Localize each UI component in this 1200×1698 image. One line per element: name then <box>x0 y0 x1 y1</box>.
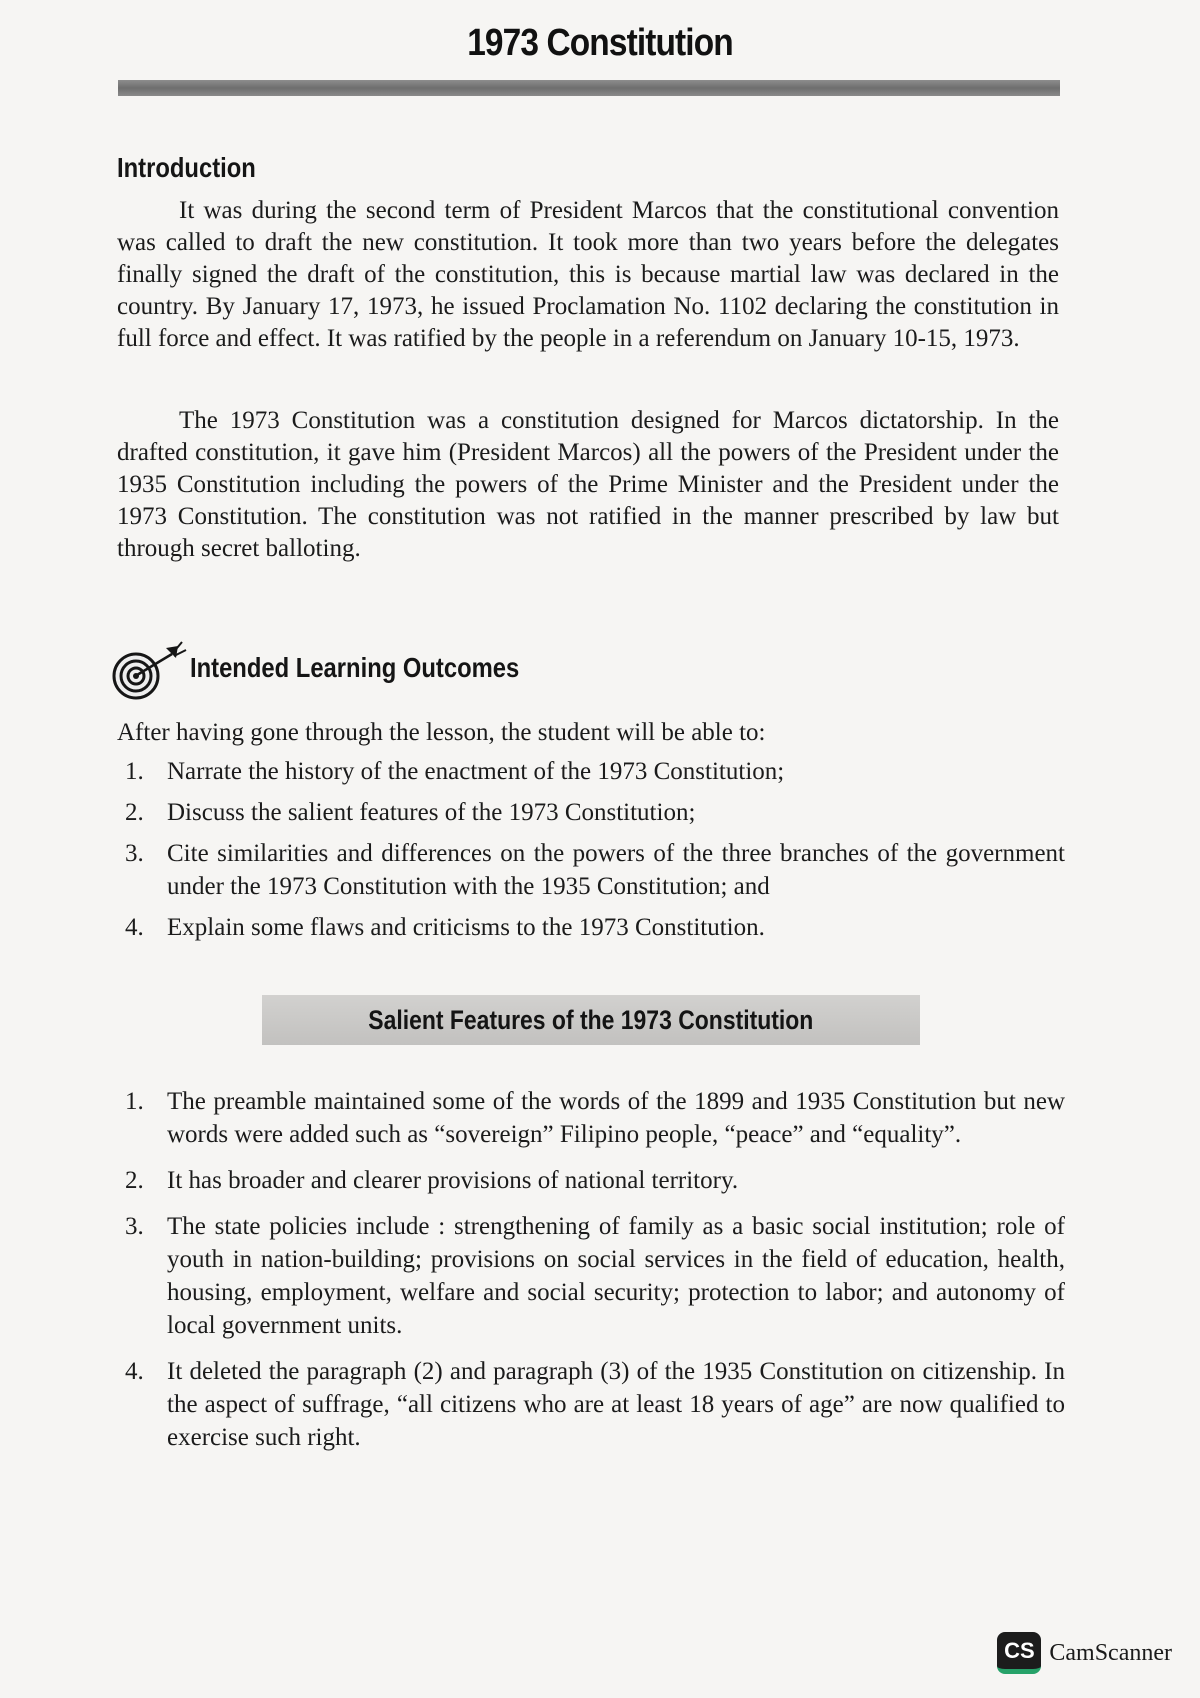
list-item <box>117 1355 1065 1454</box>
list-item <box>117 1164 1065 1197</box>
list-item-text: Discuss the salient features of the 1973 Constitution; <box>167 799 696 826</box>
list-item-text: It deleted the paragraph (2) and paragraph (3) of the 1935 Constitution on citizenship. In the aspect of suffrage, “all citizens who are at least 18 years of age” are now qualified to exercise such right. <box>167 1358 1065 1451</box>
introduction-paragraph-1-text: It was during the second term of President Marcos that the constitutional convention was called to draft the new constitution. It took more than two years before the delegates finally signed the draft of the constitution, this is because martial law was declared in the country. By January 17, 1973, he issued Proclamation No. 1102 declaring the constitution in full force and effect. It was ratified by the people in a referendum on January 10-15, 1973. <box>117 197 1059 352</box>
list-item <box>117 1210 1065 1342</box>
camscanner-label: CamScanner <box>1049 1639 1172 1666</box>
list-item-number: 4. <box>125 914 144 941</box>
list-item-number: 2. <box>125 799 144 826</box>
camscanner-logo: CS <box>997 1632 1041 1674</box>
title-divider-bar <box>118 80 1060 96</box>
list-item-text: Explain some flaws and criticisms to the 1973 Constitution. <box>167 914 765 941</box>
list-item <box>117 911 1065 944</box>
list-item-number: 3. <box>125 840 144 867</box>
introduction-heading: Introduction <box>117 152 256 183</box>
list-item <box>117 837 1065 903</box>
outcomes-list <box>117 755 1065 952</box>
salient-features-banner <box>262 995 920 1045</box>
list-item-text: The preamble maintained some of the words of the 1899 and 1935 Constitution but new words were added such as “sovereign” Filipino people, “peace” and “equality”. <box>167 1088 1065 1148</box>
introduction-paragraph-2 <box>117 405 1059 565</box>
introduction-paragraph-2-text: The 1973 Constitution was a constitution designed for Marcos dictatorship. In the drafted constitution, it gave him (President Marcos) all the powers of the President under the 1935 Constitution including the powers of the Prime Minister and the President under the 1973 Constitution. The constitution was not ratified in the manner prescribed by law but through secret balloting. <box>117 407 1059 562</box>
outcomes-lead: After having gone through the lesson, the student will be able to: <box>117 719 766 746</box>
list-item-number: 2. <box>125 1167 144 1194</box>
introduction-paragraph-1 <box>117 195 1059 355</box>
list-item-number: 3. <box>125 1213 144 1240</box>
salient-features-list <box>117 1085 1065 1467</box>
salient-features-heading: Salient Features of the 1973 Constitution <box>368 1004 814 1035</box>
list-item-text: Narrate the history of the enactment of the 1973 Constitution; <box>167 758 785 785</box>
list-item-text: Cite similarities and differences on the powers of the three branches of the government under the 1973 Constitution with the 1935 Constitution; and <box>167 840 1065 900</box>
list-item-number: 1. <box>125 1088 144 1115</box>
outcomes-heading: Intended Learning Outcomes <box>190 652 520 683</box>
camscanner-watermark <box>997 1632 1172 1674</box>
list-item <box>117 755 1065 788</box>
list-item-text: It has broader and clearer provisions of national territory. <box>167 1167 739 1194</box>
list-item <box>117 1085 1065 1151</box>
list-item-text: The state policies include : strengthening of family as a basic social institution; role of youth in nation-building; provisions on social services in the field of education, health, housing, employment, welfare and social security; protection to labor; and autonomy of local government units. <box>167 1213 1065 1339</box>
list-item-number: 4. <box>125 1358 144 1385</box>
list-item-number: 1. <box>125 758 144 785</box>
list-item <box>117 796 1065 829</box>
page-title: 1973 Constitution <box>467 22 733 64</box>
target-icon <box>112 640 192 706</box>
